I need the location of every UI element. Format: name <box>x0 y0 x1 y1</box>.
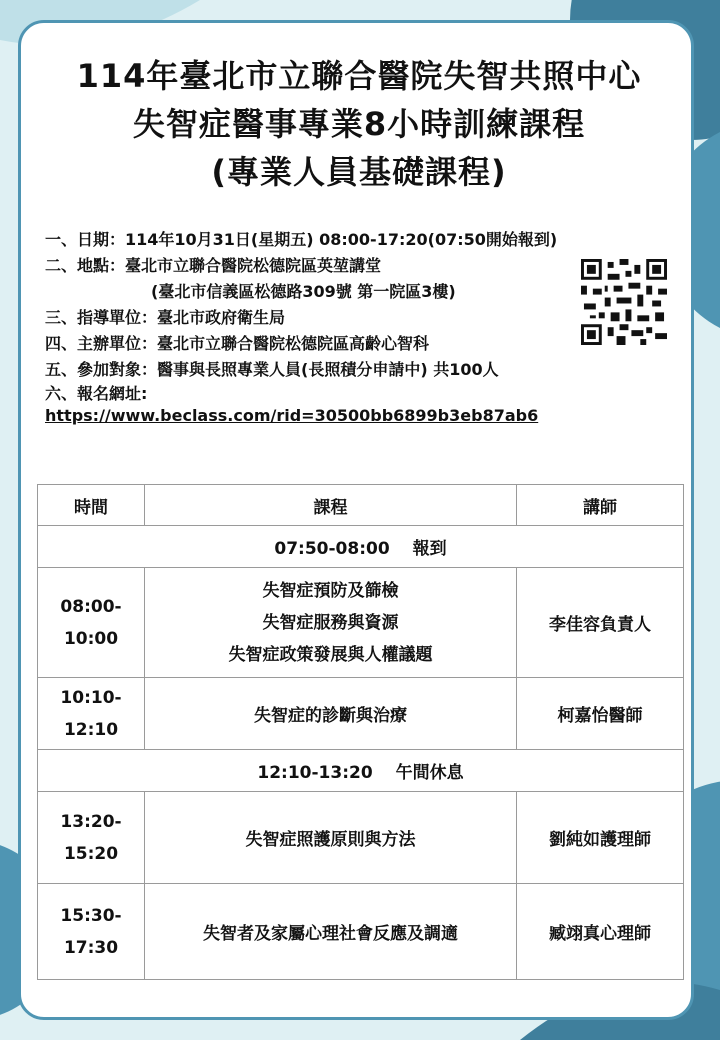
info-supervisor: 三、指導單位：臺北市政府衛生局 <box>45 308 286 327</box>
info-location: 二、地點：臺北市立聯合醫院松德院區英堃講堂 <box>45 256 382 275</box>
registration-link[interactable]: https://www.beclass.com/rid=30500bb6899b3eb87ab6 <box>45 406 539 425</box>
course-title: 失智症預防及篩檢 <box>262 580 399 601</box>
time-cell <box>38 792 145 884</box>
time-end: 10:00 <box>63 628 119 649</box>
info-address: (臺北市信義區松德路309號 第一院區3樓) <box>151 282 456 301</box>
table-row <box>38 678 684 750</box>
poster-card <box>18 20 694 1020</box>
course-cell: 失智者及家屬心理社會反應及調適 <box>145 884 517 980</box>
lecturer-cell: 柯嘉怡醫師 <box>517 678 684 750</box>
title-line-1: 114年臺北市立聯合醫院失智共照中心 <box>76 57 642 95</box>
lecturer-cell: 李佳容負責人 <box>517 568 684 678</box>
info-audience: 五、參加對象：醫事與長照專業人員(長照積分申請中) 共100人 <box>45 360 499 379</box>
lunch-row: 12:10-13:20 午間休息 <box>38 750 684 792</box>
checkin-row: 07:50-08:00 報到 <box>38 526 684 568</box>
time-start: 08:00- <box>60 596 122 617</box>
course-cell: 失智症照護原則與方法 <box>145 792 517 884</box>
header-lecturer: 講師 <box>517 485 684 526</box>
table-row <box>38 792 684 884</box>
info-register-label: 六、報名網址: <box>45 384 148 403</box>
info-organizer: 四、主辦單位：臺北市立聯合醫院松德院區高齡心智科 <box>45 334 430 353</box>
info-date: 一、日期：114年10月31日(星期五) 08:00-17:20(07:50開始報到) <box>45 230 558 249</box>
time-start: 13:20- <box>60 811 122 832</box>
time-cell <box>38 678 145 750</box>
table-row <box>38 526 684 568</box>
table-header-row <box>38 485 684 526</box>
course-title: 失智症政策發展與人權議題 <box>228 644 433 665</box>
time-start: 10:10- <box>60 687 122 708</box>
title-line-3: (專業人員基礎課程) <box>211 153 507 191</box>
course-cell: 失智症的診斷與治療 <box>145 678 517 750</box>
qr-code-icon[interactable] <box>581 259 667 345</box>
time-end: 15:20 <box>63 843 119 864</box>
course-title: 失智症服務與資源 <box>262 612 399 633</box>
time-cell <box>38 884 145 980</box>
time-cell <box>38 568 145 678</box>
table-row <box>38 884 684 980</box>
time-end: 17:30 <box>63 937 119 958</box>
header-course: 課程 <box>145 485 517 526</box>
header-time: 時間 <box>38 485 145 526</box>
title-line-2: 失智症醫事專業8小時訓練課程 <box>132 105 586 143</box>
table-row <box>38 568 684 678</box>
time-start: 15:30- <box>60 905 122 926</box>
lecturer-cell: 臧翊真心理師 <box>517 884 684 980</box>
course-cell <box>145 568 517 678</box>
time-end: 12:10 <box>63 719 119 740</box>
schedule-table <box>37 484 684 980</box>
table-row <box>38 750 684 792</box>
lecturer-cell: 劉純如護理師 <box>517 792 684 884</box>
